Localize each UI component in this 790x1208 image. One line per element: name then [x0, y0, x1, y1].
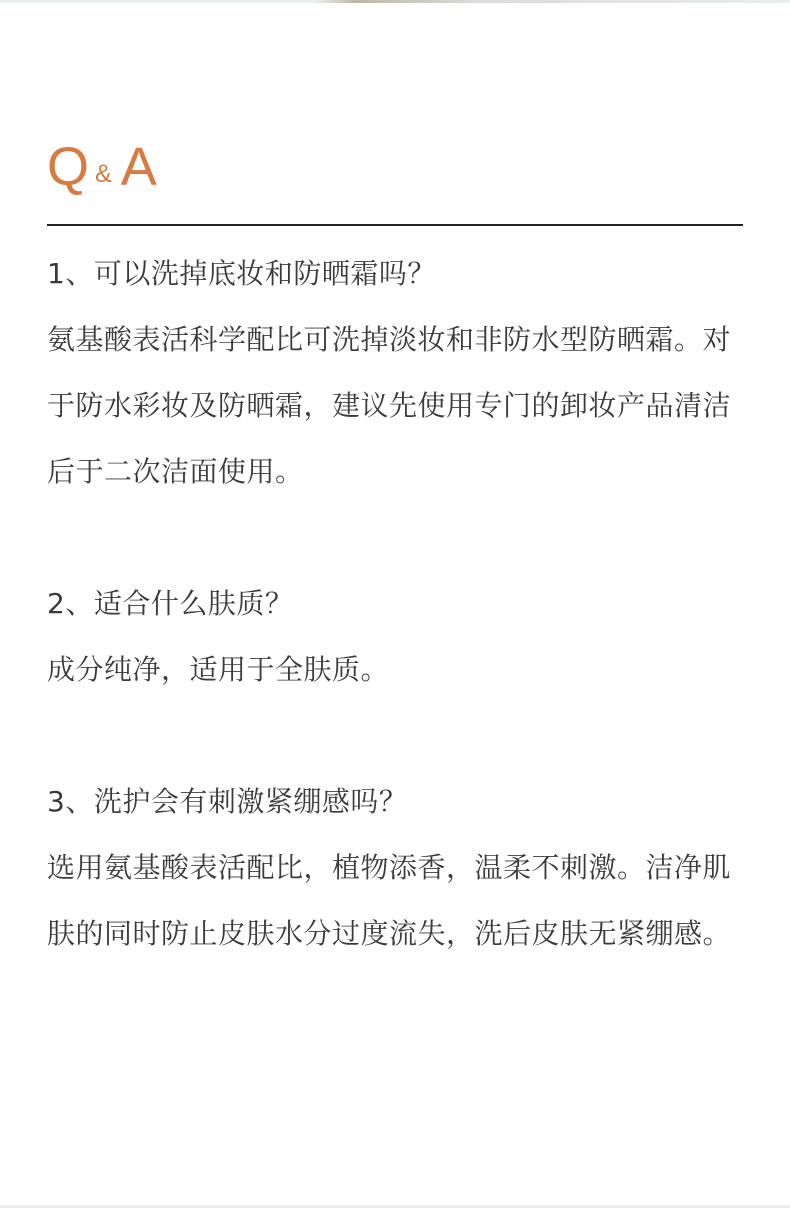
question-1: 1、可以洗掉底妆和防晒霜吗？: [47, 257, 436, 290]
qa-heading-a: A: [120, 137, 157, 197]
answer-1: 氨基酸表活科学配比可洗掉淡妆和非防水型防晒霜。对于防水彩妆及防晒霜，建议先使用专门的卸妆产品清洁后于二次洁面使用。: [47, 323, 732, 488]
qa-list: [47, 241, 743, 967]
qa-heading-ampersand: &: [95, 160, 112, 188]
top-image-strip: [0, 0, 790, 3]
answer-3: 选用氨基酸表活配比，植物添香，温柔不刺激。洁净肌肤的同时防止皮肤水分过度流失，洗后皮肤无紧绷感。: [47, 851, 732, 950]
question-2: 2、适合什么肤质？: [47, 587, 294, 620]
qa-heading-q: Q: [47, 137, 90, 197]
qa-heading: [47, 137, 157, 197]
qa-item-2: [47, 571, 743, 703]
answer-2: 成分纯净，适用于全肤质。: [47, 653, 390, 686]
question-3: 3、洗护会有刺激紧绷感吗？: [47, 785, 408, 818]
qa-item-3: [47, 769, 743, 967]
heading-divider: [47, 224, 743, 226]
qa-item-1: [47, 241, 743, 505]
